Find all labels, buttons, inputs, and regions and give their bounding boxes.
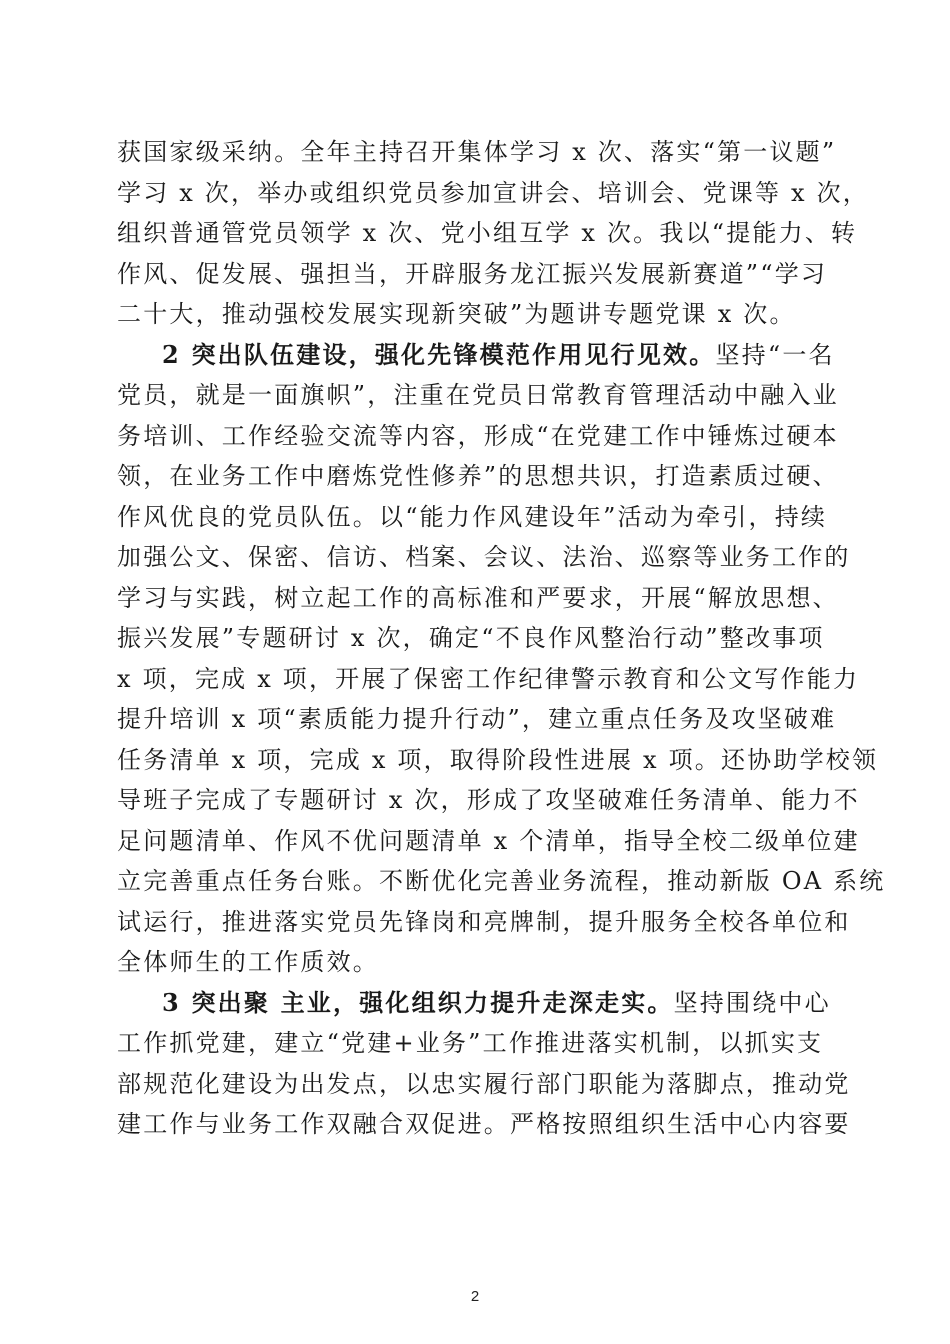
- document-body: [117, 132, 886, 1145]
- paragraph2-first-line: [117, 335, 837, 376]
- paragraph3-first-line-rest: 坚持围绕中心: [673, 988, 831, 1017]
- paragraph2-first-line-rest: 坚持“一名: [715, 340, 835, 369]
- paragraph2-line: 务培训、工作经验交流等内容，形成“在党建工作中锤炼过硬本: [117, 421, 839, 450]
- paragraph2-line: 立完善重点任务台账。不断优化完善业务流程，推动新版 OA 系统: [117, 867, 886, 895]
- paragraph3-line: 部规范化建设为出发点，以忠实履行部门职能为落脚点，推动党: [117, 1069, 851, 1098]
- paragraph2-line: 加强公文、保密、信访、档案、会议、法治、巡察等业务工作的: [117, 543, 851, 571]
- paragraph2-line: 全体师生的工作质效。: [117, 948, 379, 976]
- paragraph2-line: 导班子完成了专题研讨 x 次，形成了攻坚破难任务清单、能力不: [117, 786, 860, 814]
- paragraph1-line-5: 二十大，推动强校发展实现新突破”为题讲专题党课 x 次。: [117, 300, 796, 328]
- paragraph2-line: 学习与实践，树立起工作的高标准和严要求，开展“解放思想、: [117, 583, 839, 612]
- paragraph2-line: x 项，完成 x 项，开展了保密工作纪律警示教育和公文写作能力: [117, 664, 860, 693]
- paragraph2-line: 党员，就是一面旗帜”，注重在党员日常教育管理活动中融入业: [117, 381, 839, 409]
- paragraph2-line: 振兴发展”专题研讨 x 次，确定“不良作风整治行动”整改事项: [117, 624, 825, 652]
- paragraph3-line: 建工作与业务工作双融合双促进。严格按照组织生活中心内容要: [117, 1110, 851, 1138]
- paragraph2-line: 试运行，推进落实党员先锋岗和亮牌制，提升服务全校各单位和: [117, 907, 851, 936]
- paragraph1-line-2: 学习 x 次，举办或组织党员参加宣讲会、培训会、党课等 x 次，: [117, 178, 869, 207]
- paragraph2-line: 提升培训 x 项“素质能力提升行动”，建立重点任务及攻坚破难: [117, 705, 837, 733]
- paragraph2-line: 任务清单 x 项，完成 x 项，取得阶段性进展 x 项。还协助学校领: [117, 745, 879, 774]
- page-number: 2: [470, 1288, 480, 1305]
- paragraph2-line: 足问题清单、作风不优问题清单 x 个清单，指导全校二级单位建: [117, 826, 860, 855]
- paragraph2-line: 领，在业务工作中磨炼党性修养”的思想共识，打造素质过硬、: [117, 462, 839, 490]
- paragraph3-heading: 3 突出聚 主业，强化组织力提升走深走实。: [162, 987, 674, 1017]
- paragraph2-heading: 2 突出队伍建设，强化先锋模范作用见行见效。: [162, 339, 716, 369]
- paragraph3-first-line: [117, 983, 837, 1024]
- paragraph3-line: 工作抓党建，建立“党建+业务”工作推进落实机制，以抓实支: [117, 1029, 824, 1057]
- paragraph1-line-1: 获国家级采纳。全年主持召开集体学习 x 次、落实“第一议题”: [117, 138, 837, 166]
- paragraph2-line: 作风优良的党员队伍。以“能力作风建设年”活动为牵引，持续: [117, 502, 828, 531]
- paragraph1-line-3: 组织普通管党员领学 x 次、党小组互学 x 次。我以“提能力、转: [117, 219, 858, 247]
- paragraph1-line-4: 作风、促发展、强担当，开辟服务龙江振兴发展新赛道”“学习: [117, 259, 828, 288]
